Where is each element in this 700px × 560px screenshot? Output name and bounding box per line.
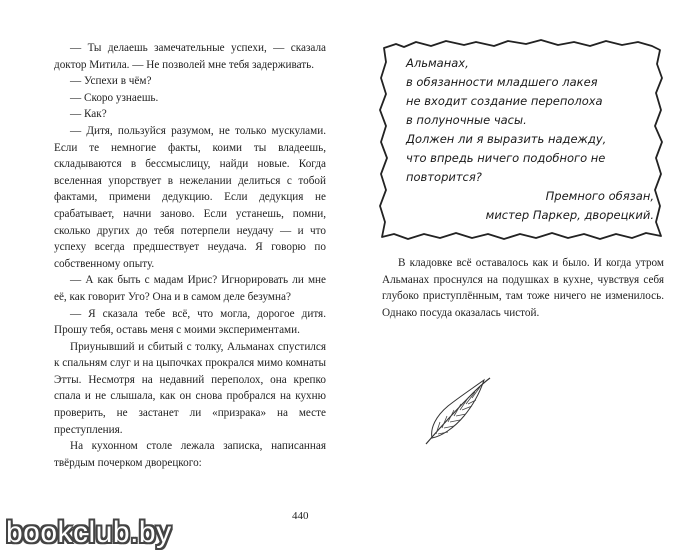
note-signoff: Премного обязан, xyxy=(545,189,654,203)
left-page-text xyxy=(54,40,326,471)
paragraph: На кухонном столе лежала записка, написанная твёрдым почерком дворецкого: xyxy=(54,440,326,469)
paragraph: — Скоро узнаешь. xyxy=(70,91,159,104)
note-line: повторится? xyxy=(406,170,482,184)
paragraph: — Ты делаешь замечательные успехи, — сказала доктор Митила. — Не позволей мне тебя задерживать. xyxy=(54,42,326,71)
watermark-logo: bookclub.by xyxy=(6,516,172,549)
paragraph: — А как быть с мадам Ирис? Игнорировать ли мне её, как говорит Уго? Она и в самом деле безумна? xyxy=(54,274,326,303)
note-line: не входит создание переполоха xyxy=(406,94,603,108)
note-line: Должен ли я выразить надежду, xyxy=(406,132,607,146)
page-number: 440 xyxy=(292,510,309,522)
paragraph: В кладовке всё оставалось как и было. И когда утром Альманах проснулся на подушках в кухне, чувствуя себя глубоко приступлённым, там тоже ничего не изменилось. Однако посуда оказалась чистой. xyxy=(382,257,664,319)
feather-icon xyxy=(418,372,496,450)
note-line: что впредь ничего подобного не xyxy=(406,151,606,165)
paragraph: — Я сказала тебе всё, что могла, дорогое дитя. Прошу тебя, оставь меня с моими экспериментами. xyxy=(54,307,326,337)
note-signature: мистер Паркер, дворецкий. xyxy=(485,208,654,222)
right-page-text xyxy=(382,255,664,321)
note-line: в обязанности младшего лакея xyxy=(406,75,598,89)
paragraph: — Успехи в чём? xyxy=(70,75,152,88)
paragraph: — Как? xyxy=(70,108,107,121)
paragraph: Приунывший и сбитый с толку, Альманах спустился к спальням слуг и на цыпочках прокрался мимо комнаты Этты. Несмотря на недавний переполох, она крепко спала и не слышала, как он снова пробрался на кухню проверить, не застанет ли «призрака» на месте преступления. xyxy=(54,340,326,436)
paragraph: — Дитя, пользуйся разумом, не только мускулами. Если те немногие факты, коими ты владеешь, складываются в бессмыслицу, найди новые. Когда вселенная упорствует в нежелании делиться с тобой фактами, примени дедукцию. Если дедукция не срабатывает, начни заново. Если устанешь, помни, сколько других до тебя потерпели неудачу — и что успеху всегда предшествует неудача. Я говорю по собственному опыту. xyxy=(54,124,326,270)
note-line: в полуночные часы. xyxy=(406,113,527,127)
handwritten-note xyxy=(376,38,666,243)
note-line: Альманах, xyxy=(406,56,469,70)
